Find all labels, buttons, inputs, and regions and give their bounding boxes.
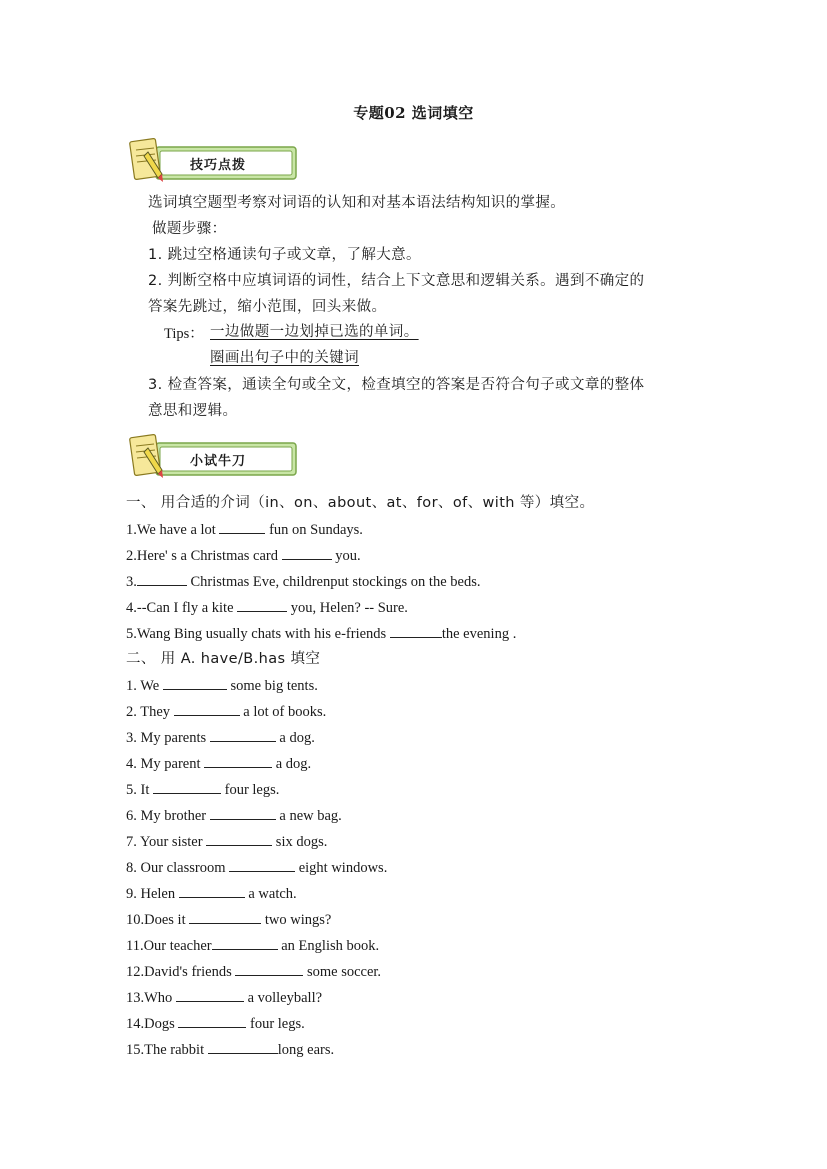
question-text: 3. [126,574,137,590]
answer-blank[interactable] [390,623,442,638]
question-item [126,675,318,696]
question-item [126,779,279,800]
question-text: two wings? [261,912,332,928]
question-text: a volleyball? [243,990,323,1006]
question-text: eight windows. [295,860,388,876]
part2-title: 二、 用 A. have/B.has 填空 [126,651,321,667]
question-text: 7. Your sister [126,834,207,850]
question-text: Christmas Eve, childrenput stockings on the beds. [186,574,481,590]
badge-label: 技巧点拨 [190,158,247,173]
answer-blank[interactable] [137,571,187,586]
page-title: 专题02 选词填空 [353,104,474,122]
question-text: 1. We [126,678,163,694]
answer-blank[interactable] [163,675,227,690]
answer-blank[interactable] [210,727,276,742]
answer-blank[interactable] [210,805,276,820]
answer-blank[interactable] [237,597,287,612]
badge-label: 小试牛刀 [190,454,247,469]
question-text: 15.The rabbit [126,1042,208,1058]
question-item [126,623,516,644]
answer-blank[interactable] [153,779,221,794]
question-text: a new bag. [275,808,342,824]
answer-blank[interactable] [208,1039,278,1054]
tips-label: Tips： [164,326,204,342]
question-text: 5.Wang Bing usually chats with his e-friends [126,626,390,642]
question-item [126,597,408,618]
question-item [126,805,342,826]
question-item [126,831,327,852]
intro-text: 选词填空题型考察对词语的认知和对基本语法结构知识的掌握。 [148,195,566,211]
question-text: long ears. [277,1042,335,1058]
step-3-line2: 意思和逻辑。 [148,403,238,419]
question-item [126,987,322,1008]
question-text: 3. My parents [126,730,210,746]
question-text: six dogs. [272,834,328,850]
question-text: 4. My parent [126,756,205,772]
question-text: a lot of books. [239,704,327,720]
question-item [126,961,381,982]
question-text: an English book. [277,938,380,954]
answer-blank[interactable] [179,883,245,898]
question-text: some soccer. [303,964,382,980]
question-text: the evening . [441,626,517,642]
question-text: a dog. [272,756,312,772]
question-text: 6. My brother [126,808,210,824]
question-text: 2.Here' s a Christmas card [126,548,282,564]
question-item [126,883,297,904]
question-text: 2. They [126,704,174,720]
question-text: 10.Does it [126,912,190,928]
question-text: 11.Our teacher [126,938,212,954]
question-item [126,857,387,878]
answer-blank[interactable] [212,935,278,950]
question-text: 1.We have a lot [126,522,220,538]
question-item [126,1013,305,1034]
tip-2: 圈画出句子中的关键词 [210,350,359,366]
question-item [126,519,363,540]
tip-1: 一边做题一边划掉已选的单词。 [210,324,419,340]
answer-blank[interactable] [282,545,332,560]
answer-blank[interactable] [176,987,244,1002]
question-text: a watch. [244,886,297,902]
question-text: 12.David's friends [126,964,236,980]
question-item [126,571,480,592]
question-text: four legs. [246,1016,305,1032]
question-text: you. [331,548,361,564]
answer-blank[interactable] [206,831,272,846]
answer-blank[interactable] [229,857,295,872]
section-badge-tips [126,138,301,190]
question-item [126,545,361,566]
answer-blank[interactable] [174,701,240,716]
question-item [126,1039,334,1060]
section-badge-practice [126,434,301,486]
question-text: fun on Sundays. [265,522,363,538]
answer-blank[interactable] [189,909,261,924]
question-text: a dog. [275,730,315,746]
question-text: you, Helen? -- Sure. [287,600,408,616]
question-item [126,727,315,748]
question-text: four legs. [220,782,280,798]
step-3-line1: 3. 检查答案，通读全句或全文，检查填空的答案是否符合句子或文章的整体 [148,377,645,393]
question-text: 9. Helen [126,886,179,902]
question-item [126,909,331,930]
answer-blank[interactable] [235,961,303,976]
step-2-line2: 答案先跳过，缩小范围，回头来做。 [148,299,387,315]
answer-blank[interactable] [178,1013,246,1028]
answer-blank[interactable] [219,519,265,534]
question-text: some big tents. [226,678,318,694]
answer-blank[interactable] [204,753,272,768]
question-item [126,935,379,956]
step-2-line1: 2. 判断空格中应填词语的词性，结合上下文意思和逻辑关系。遇到不确定的 [148,273,645,289]
question-text: 8. Our classroom [126,860,230,876]
question-item [126,701,326,722]
question-text: 4.--Can I fly a kite [126,600,238,616]
question-text: 13.Who [126,990,176,1006]
steps-title: 做题步骤： [152,221,227,237]
part1-title: 一、 用合适的介词（in、on、about、at、for、of、with 等）填空。 [126,495,595,511]
question-item [126,753,311,774]
step-1: 1. 跳过空格通读句子或文章，了解大意。 [148,247,421,263]
question-text: 5. It [126,782,153,798]
question-text: 14.Dogs [126,1016,179,1032]
